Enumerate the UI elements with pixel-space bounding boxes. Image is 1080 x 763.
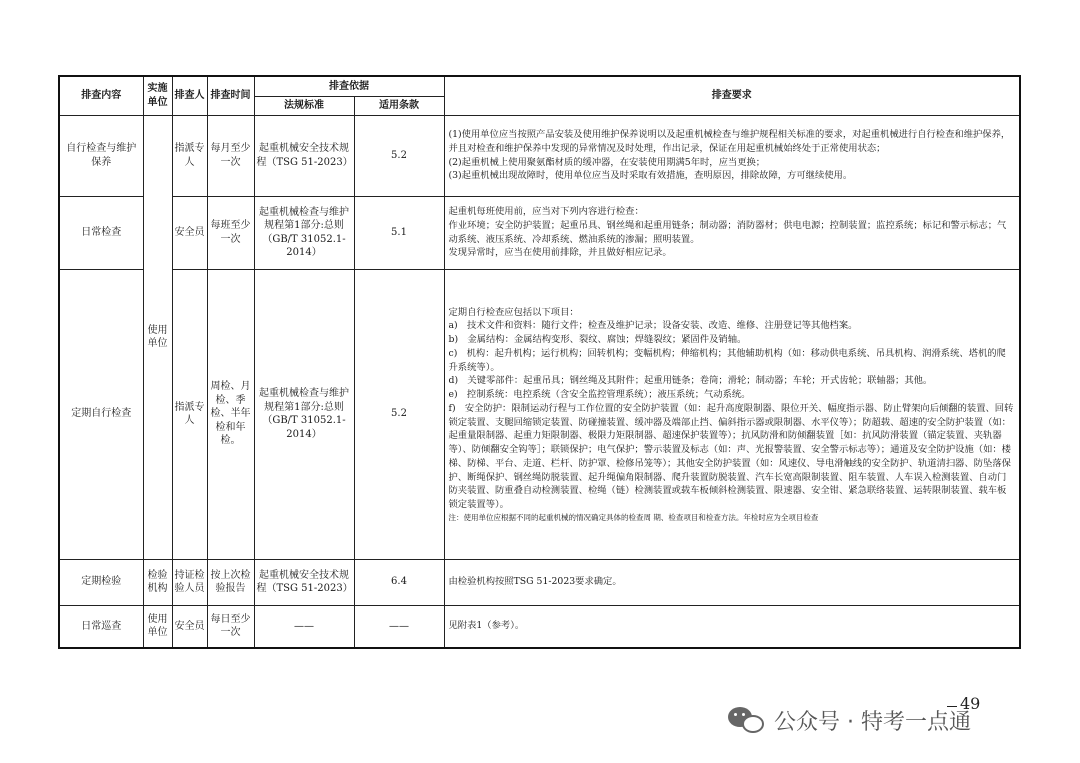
header-content: 排查内容 — [59, 76, 143, 115]
header-standard: 法规标准 — [254, 96, 354, 115]
header-requirement: 排查要求 — [444, 76, 1020, 115]
cell-time: 周检、月检、季检、半年检和年检。 — [207, 269, 254, 559]
table-row — [59, 196, 1020, 269]
watermark-text: 公众号 · 特考一点通 — [774, 709, 971, 735]
cell-content: 日常检查 — [59, 196, 143, 269]
requirement-line: (3)起重机械出现故障时，使用单位应当及时采取有效措施，查明原因，排除故障，方可继续使用。 — [448, 170, 853, 182]
requirement-note: 注：使用单位应根据不同的起重机械的情况确定具体的检查周 期、检查项目和检查方法。年检时应为全项目检查 — [448, 512, 819, 522]
requirement-line: (1)使用单位应当按照产品安装及使用维护保养说明以及起重机械检查与维护规程相关标准的要求，对起重机械进行自行检查和维护保养，并且对检查和维护保养中发现的异常情况及时处理，作出记录，保证在用起重机械始终处于正常使用状态； — [448, 129, 1011, 154]
cell-time: 每班至少一次 — [207, 196, 254, 269]
header-person: 排查人 — [172, 76, 207, 115]
cell-time: 每月至少一次 — [207, 115, 254, 196]
cell-unit: 检验机构 — [143, 559, 172, 605]
cell-requirement — [444, 559, 1020, 605]
cell-person: 安全员 — [172, 605, 207, 648]
cell-clause: 6.4 — [354, 559, 444, 605]
header-clause: 适用条款 — [354, 96, 444, 115]
cell-time: 按上次检验报告 — [207, 559, 254, 605]
cell-person: 安全员 — [172, 196, 207, 269]
cell-unit-user: 使用单位 — [143, 115, 172, 559]
cell-requirement — [444, 196, 1020, 269]
requirement-line: 发现异常时，应当在使用前排除，并且做好相应记录。 — [448, 247, 672, 259]
cell-unit: 使用单位 — [143, 605, 172, 648]
cell-requirement — [444, 115, 1020, 196]
table-row — [59, 115, 1020, 196]
requirement-line: b) 金属结构：金属结构变形、裂纹、腐蚀；焊缝裂纹；紧固件及销轴。 — [448, 334, 747, 345]
requirement-line: 起重机每班使用前，应当对下列内容进行检查： — [448, 206, 644, 217]
cell-clause: 5.2 — [354, 115, 444, 196]
requirement-line: (2)起重机械上使用聚氨酯材质的缓冲器，在安装使用期满5年时，应当更换； — [448, 156, 766, 168]
requirement-line: 定期自行检查应包括以下项目： — [448, 306, 579, 318]
header-time: 排查时间 — [207, 76, 254, 115]
cell-requirement — [444, 605, 1020, 648]
requirement-line: 见附表1（参考）。 — [448, 620, 525, 632]
requirement-line: e) 控制系统：电控系统（含安全监控管理系统）；液压系统；气动系统。 — [448, 389, 751, 400]
table-row — [59, 559, 1020, 605]
cell-clause: 5.2 — [354, 269, 444, 559]
watermark — [728, 700, 971, 740]
cell-person: 指派专人 — [172, 115, 207, 196]
cell-content: 定期检验 — [59, 559, 143, 605]
cell-standard: 起重机械安全技术规程（TSG 51-2023） — [254, 115, 354, 196]
wechat-icon — [728, 705, 766, 735]
cell-clause: 5.1 — [354, 196, 444, 269]
requirement-line: f) 安全防护：限制运动行程与工作位置的安全防护装置（如：起升高度限制器、限位开关、幅度指示器、防止臂架向后倾翻的装置、回转锁定装置、支腿回缩锁定装置、防碰撞装置、缓冲器及端部止挡、偏斜指示器或限制器、水平仪等）；防超载、超速的安全防护装置（如：起重量限制器、起重力矩限制器、极限力矩限制器、超速保护装置等）；抗风防滑和防倾翻装置［如：抗风防滑装置（锚定装置、夹轨器等）、防倾翻安全钩等］；联锁保护；电气保护；警示装置及标志（如：声、光报警装置、安全警示标志等）；通道及安全防护设施（如：楼梯、防梯、平台、走道、栏杆、防护罩、检修吊笼等）；其他安全防护装置（如：风速仪、导电滑触线的安全防护、轨道清扫器、防坠落保护、断绳保护、钢丝绳防脱装置、起升绳偏角限制器、爬升装置防脱装置、汽车长宽高限制装置、阻车装置、人车误入检测装置、自动门防夹装置、防重叠自动检测装置、检绳（链）检测装置或载车板倾斜检测装置、限速器、安全钳、紧急联络装置、运转限制装置、载车板锁定装置等）。 — [448, 402, 1014, 510]
header-basis: 排查依据 — [254, 76, 444, 96]
requirement-line: 由检验机构按照TSG 51-2023要求确定。 — [448, 576, 622, 588]
cell-standard: 起重机械检查与维护规程第1部分:总则（GB/T 31052.1-2014） — [254, 269, 354, 559]
requirement-line: a) 技术文件和资料：随行文件；检查及维护记录；设备安装、改造、维修、注册登记等其他档案。 — [448, 320, 858, 332]
inspection-table — [58, 75, 1021, 649]
cell-person: 指派专人 — [172, 269, 207, 559]
cell-clause: —— — [354, 605, 444, 648]
requirement-line: d) 关键零部件：起重吊具；钢丝绳及其附件；起重用链条；卷筒；滑轮；制动器；车轮；开式齿轮；联轴器；其他。 — [448, 375, 933, 387]
requirement-line: c) 机构：起升机构；运行机构；回转机构；变幅机构；伸缩机构；其他辅助机构（如：移动供电系统、吊具机构、润滑系统、塔机的爬升系统等）。 — [448, 347, 1006, 373]
cell-content: 定期自行检查 — [59, 269, 143, 559]
requirement-line: 作业环境；安全防护装置；起重吊具、钢丝绳和起重用链条；制动器；消防器材；供电电源；控制装置；监控系统；标记和警示标志；气动系统、液压系统、冷却系统、燃油系统的渗漏；照明装置。 — [448, 219, 1007, 245]
table-row — [59, 605, 1020, 648]
cell-content: 日常巡查 — [59, 605, 143, 648]
cell-requirement — [444, 269, 1020, 559]
page-number: 49 — [960, 694, 981, 713]
cell-standard: 起重机械安全技术规程（TSG 51-2023） — [254, 559, 354, 605]
cell-standard: —— — [254, 605, 354, 648]
cell-standard: 起重机械检查与维护规程第1部分:总则（GB/T 31052.1-2014） — [254, 196, 354, 269]
cell-person: 持证检验人员 — [172, 559, 207, 605]
cell-content: 自行检查与维护保养 — [59, 115, 143, 196]
cell-time: 每日至少一次 — [207, 605, 254, 648]
table-row — [59, 269, 1020, 559]
header-unit: 实施单位 — [143, 76, 172, 115]
